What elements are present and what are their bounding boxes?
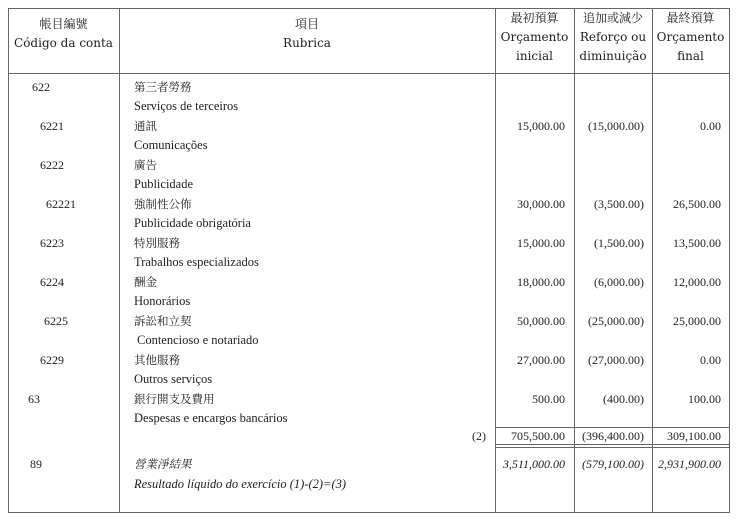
initial-budget-cell: 50,000.00: [517, 314, 565, 328]
column-rule: [8, 8, 9, 513]
header-item-zh: 項目: [294, 17, 319, 31]
result-pt: Resultado líquido do exercício (1)-(2)=(3): [134, 477, 347, 491]
header-item: [119, 15, 495, 53]
result-zh: 營業淨結果: [134, 457, 192, 471]
subtotal-bottom-rule-double: [495, 447, 729, 448]
initial-budget-cell: 500.00: [532, 392, 565, 406]
change-cell: (27,000.00): [588, 353, 644, 367]
item-pt: Honorários: [134, 294, 191, 308]
change-cell: (400.00): [603, 392, 644, 406]
result-code: 89: [30, 457, 42, 471]
header-final-pt2: final: [677, 49, 704, 63]
item-pt: Trabalhos especializados: [134, 255, 259, 269]
result-change: (579,100.00): [582, 457, 644, 471]
column-rule: [119, 8, 120, 513]
subtotal-initial: 705,500.00: [511, 429, 565, 443]
change-cell: (1,500.00): [594, 236, 644, 250]
item-pt: Despesas e encargos bancários: [134, 411, 288, 425]
subtotal-top-rule: [495, 427, 729, 428]
item-pt: Publicidade: [134, 177, 194, 191]
final-budget-cell: 0.00: [700, 353, 721, 367]
subtotal-final: 309,100.00: [667, 429, 721, 443]
change-cell: (3,500.00): [594, 197, 644, 211]
item-pt: Outros serviços: [134, 372, 213, 386]
final-budget-cell: 13,500.00: [673, 236, 721, 250]
header-initial: [495, 9, 574, 66]
account-code: 6225: [44, 314, 68, 328]
subtotal-change: (396,400.00): [582, 429, 644, 443]
item-zh: 廣告: [134, 158, 157, 172]
item-zh: 銀行開支及費用: [134, 392, 215, 406]
header-initial-pt2: inicial: [516, 49, 553, 63]
header-final-pt1: Orçamento: [656, 30, 725, 44]
account-code: 6221: [40, 119, 64, 133]
subtotal-bottom-rule: [495, 444, 729, 445]
account-code: 6229: [40, 353, 64, 367]
account-code: 6224: [40, 275, 64, 289]
change-cell: (15,000.00): [588, 119, 644, 133]
final-budget-cell: 12,000.00: [673, 275, 721, 289]
header-code: [8, 15, 119, 53]
header-code-pt: Código da conta: [14, 36, 113, 50]
item-zh: 特別服務: [134, 236, 180, 250]
item-pt: Serviços de terceiros: [134, 99, 239, 113]
change-cell: (25,000.00): [588, 314, 644, 328]
item-pt: Publicidade obrigatória: [134, 216, 251, 230]
table-bottom-rule: [8, 512, 729, 513]
header-initial-pt1: Orçamento: [500, 30, 569, 44]
initial-budget-cell: 30,000.00: [517, 197, 565, 211]
final-budget-cell: 25,000.00: [673, 314, 721, 328]
initial-budget-cell: 15,000.00: [517, 236, 565, 250]
account-code: 622: [32, 80, 50, 94]
final-budget-cell: 100.00: [688, 392, 721, 406]
item-pt: Contencioso e notariado: [137, 333, 259, 347]
header-change-pt1: Reforço ou: [579, 30, 647, 44]
result-initial: 3,511,000.00: [502, 457, 565, 471]
subtotal-label: (2): [472, 429, 486, 443]
header-change-pt2: diminuição: [579, 49, 647, 63]
header-code-zh: 帳目編號: [39, 17, 88, 31]
result-final: 2,931,900.00: [658, 457, 721, 471]
header-final-zh: 最終預算: [666, 11, 715, 25]
item-zh: 通訊: [134, 119, 157, 133]
item-zh: 強制性公佈: [134, 197, 192, 211]
account-code: 62221: [46, 197, 76, 211]
item-zh: 第三者勞務: [134, 80, 192, 94]
change-cell: (6,000.00): [594, 275, 644, 289]
item-zh: 其他服務: [134, 353, 180, 367]
item-zh: 酬金: [134, 275, 157, 289]
final-budget-cell: 26,500.00: [673, 197, 721, 211]
initial-budget-cell: 18,000.00: [517, 275, 565, 289]
account-code: 6222: [40, 158, 64, 172]
item-pt: Comunicações: [134, 138, 208, 152]
account-code: 63: [28, 392, 40, 406]
header-final: [652, 9, 729, 66]
account-code: 6223: [40, 236, 64, 250]
header-initial-zh: 最初預算: [510, 11, 559, 25]
initial-budget-cell: 15,000.00: [517, 119, 565, 133]
initial-budget-cell: 27,000.00: [517, 353, 565, 367]
header-bottom-rule: [8, 73, 729, 74]
final-budget-cell: 0.00: [700, 119, 721, 133]
header-item-pt: Rubrica: [283, 36, 331, 50]
column-rule: [729, 8, 730, 513]
header-change: [574, 9, 652, 66]
header-change-zh: 追加或減少: [582, 11, 643, 25]
item-zh: 訴訟和立契: [134, 314, 192, 328]
